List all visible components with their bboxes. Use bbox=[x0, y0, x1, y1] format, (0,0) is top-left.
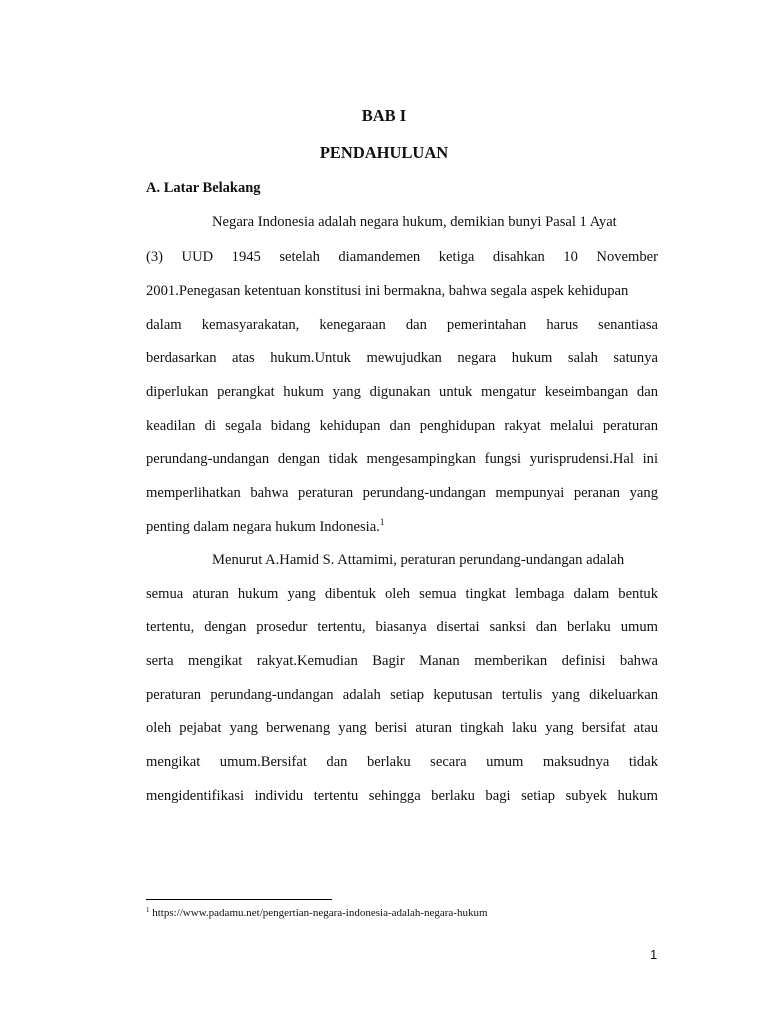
footnote-url: https://www.padamu.net/pengertian-negara-indonesia-adalah-negara-hukum bbox=[152, 907, 488, 919]
paragraph-line: (3) UUD 1945 setelah diamandemen ketiga disahkan 10 November bbox=[146, 249, 658, 265]
paragraph-line: oleh pejabat yang berwenang yang berisi aturan tingkah laku yang bersifat atau bbox=[146, 720, 658, 736]
paragraph-line: 2001.Penegasan ketentuan konstitusi ini bermakna, bahwa segala aspek kehidupan bbox=[146, 283, 629, 299]
footnote-reference: 1 bbox=[379, 517, 385, 527]
paragraph-line: Negara Indonesia adalah negara hukum, demikian bunyi Pasal 1 Ayat bbox=[212, 214, 617, 230]
chapter-title: PENDAHULUAN bbox=[319, 143, 449, 162]
paragraph-line: mengidentifikasi individu tertentu sehingga berlaku bagi setiap subyek hukum bbox=[146, 788, 658, 804]
paragraph-line: keadilan di segala bidang kehidupan dan penghidupan rakyat melalui peraturan bbox=[146, 418, 658, 434]
paragraph-line: tertentu, dengan prosedur tertentu, biasanya disertai sanksi dan berlaku umum bbox=[146, 619, 658, 635]
paragraph-line: dalam kemasyarakatan, kenegaraan dan pemerintahan harus senantiasa bbox=[146, 317, 658, 333]
paragraph-line: Menurut A.Hamid S. Attamimi, peraturan perundang-undangan adalah bbox=[212, 552, 625, 568]
footnote-separator bbox=[146, 899, 332, 900]
paragraph-line: serta mengikat rakyat.Kemudian Bagir Manan memberikan definisi bahwa bbox=[146, 653, 658, 669]
paragraph-line: berdasarkan atas hukum.Untuk mewujudkan negara hukum salah satunya bbox=[146, 350, 658, 366]
paragraph-line: diperlukan perangkat hukum yang digunakan untuk mengatur keseimbangan dan bbox=[146, 384, 658, 400]
paragraph-line: semua aturan hukum yang dibentuk oleh semua tingkat lembaga dalam bentuk bbox=[146, 586, 658, 602]
page-number: 1 bbox=[650, 947, 658, 962]
paragraph-line: mengikat umum.Bersifat dan berlaku secara umum maksudnya tidak bbox=[146, 754, 658, 770]
chapter-number: BAB I bbox=[361, 106, 407, 125]
footnote bbox=[146, 906, 488, 919]
paragraph-line: peraturan perundang-undangan adalah setiap keputusan tertulis yang dikeluarkan bbox=[146, 687, 658, 703]
paragraph-line: perundang-undangan dengan tidak mengesampingkan fungsi yurisprudensi.Hal ini bbox=[146, 451, 658, 467]
footnote-number: 1 bbox=[146, 906, 150, 914]
paragraph-line-last bbox=[146, 518, 658, 536]
section-heading: A. Latar Belakang bbox=[146, 180, 261, 196]
paragraph-line: memperlihatkan bahwa peraturan perundang-undangan mempunyai peranan yang bbox=[146, 485, 658, 501]
paragraph-text: penting dalam negara hukum Indonesia. bbox=[146, 519, 380, 535]
